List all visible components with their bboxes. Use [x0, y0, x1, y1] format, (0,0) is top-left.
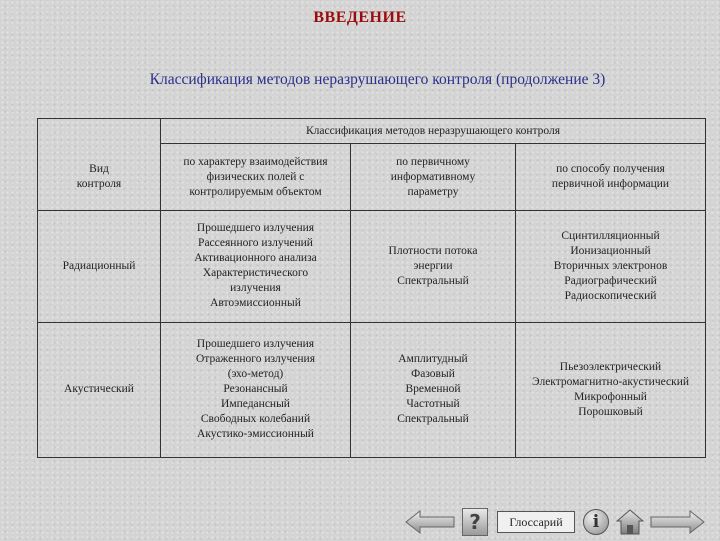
kind-cell: Акустический	[38, 322, 161, 457]
info-icon: i	[592, 512, 600, 532]
glossary-button[interactable]: Глоссарий	[497, 511, 575, 533]
method-cell: Сцинтилляционный Ионизационный Вторичных электронов Радиографический Радиоскопический	[516, 211, 706, 322]
column-header-interaction: по характеру взаимодействия физических полей с контролируемым объектом	[161, 144, 351, 211]
method-cell: Пьезоэлектрический Электромагнитно-акустический Микрофонный Порошковый	[516, 322, 706, 457]
interaction-cell: Прошедшего излучения Отраженного излучения (эхо-метод) Резонансный Импедансный Свободных колебаний Акустико-эмиссионный	[161, 322, 351, 457]
help-button[interactable]	[462, 508, 488, 536]
next-slide-button[interactable]	[650, 509, 705, 535]
home-button[interactable]	[616, 508, 644, 536]
interaction-cell: Прошедшего излучения Рассеянного излучений Активационного анализа Характеристического излучения Автоэмиссионный	[161, 211, 351, 322]
classification-table	[37, 118, 706, 458]
info-button[interactable]	[583, 509, 609, 535]
table-corner	[38, 119, 161, 144]
column-header-method: по способу получения первичной информации	[516, 144, 706, 211]
arrow-right-icon	[650, 509, 705, 535]
kind-header-cell: Вид контроля	[38, 144, 161, 211]
page-title: ВВЕДЕНИЕ	[313, 9, 407, 26]
column-header-parameter: по первичному информативному параметру	[351, 144, 516, 211]
group-header-cell: Классификация методов неразрушающего контроля	[161, 119, 706, 144]
question-icon: ?	[469, 510, 481, 534]
slide-subtitle: Классификация методов неразрушающего контроля (продолжение 3)	[149, 71, 606, 88]
arrow-left-icon	[405, 509, 455, 535]
parameter-cell: Амплитудный Фазовый Временной Частотный Спектральный	[351, 322, 516, 457]
table-row	[38, 322, 706, 457]
parameter-cell: Плотности потока энергии Спектральный	[351, 211, 516, 322]
previous-slide-button[interactable]	[405, 509, 455, 535]
kind-cell: Радиационный	[38, 211, 161, 322]
table-row	[38, 211, 706, 322]
home-icon	[616, 508, 644, 536]
